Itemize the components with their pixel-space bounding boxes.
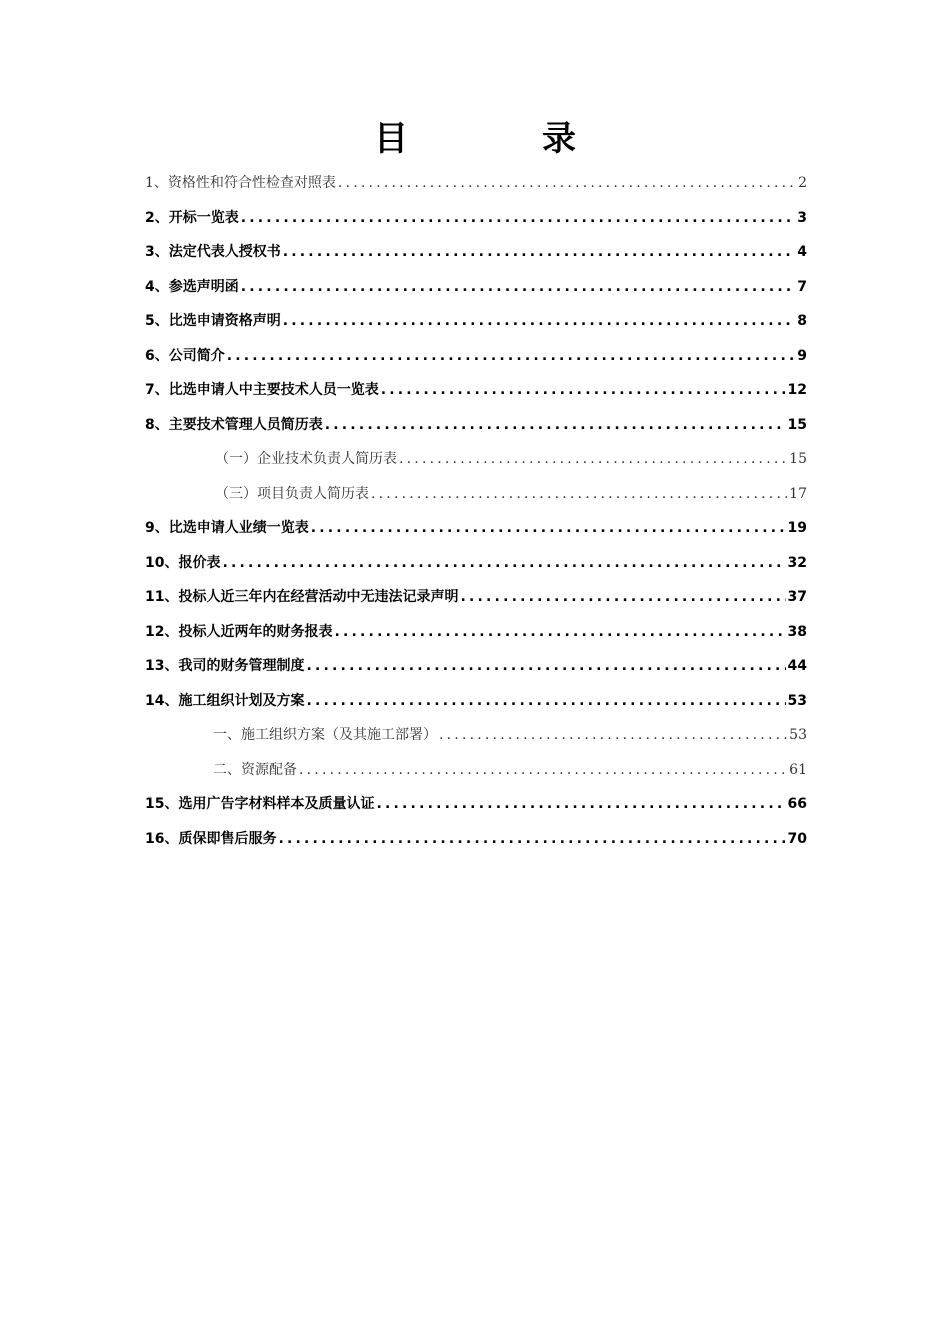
toc-dot-leader bbox=[371, 477, 787, 511]
toc-entry[interactable] bbox=[145, 408, 807, 443]
toc-dot-leader bbox=[283, 304, 796, 338]
toc-entry-text: 二、资源配备 bbox=[213, 761, 297, 778]
toc-page-number: 53 bbox=[789, 727, 807, 743]
toc-entry[interactable] bbox=[145, 339, 807, 374]
table-of-contents bbox=[145, 166, 807, 856]
toc-page-number: 19 bbox=[787, 520, 807, 536]
page-title: 目 录 bbox=[374, 119, 626, 159]
toc-page-number: 44 bbox=[787, 658, 807, 674]
toc-entry-text: 5、比选申请资格声明 bbox=[145, 313, 281, 329]
toc-entry-text: 一、施工组织方案（及其施工部署） bbox=[213, 727, 437, 743]
toc-entry-text: 11、投标人近三年内在经营活动中无违法记录声明 bbox=[145, 589, 459, 605]
toc-entry[interactable] bbox=[145, 201, 807, 236]
toc-entry-text: 3、法定代表人授权书 bbox=[145, 244, 281, 260]
toc-entry[interactable] bbox=[145, 166, 807, 201]
toc-entry-text: 10、报价表 bbox=[145, 554, 221, 571]
toc-dot-leader bbox=[241, 270, 796, 304]
toc-entry[interactable] bbox=[145, 822, 807, 857]
toc-page-number: 12 bbox=[787, 382, 807, 398]
toc-entry-text: 6、公司简介 bbox=[145, 347, 225, 364]
toc-dot-leader bbox=[439, 718, 787, 752]
toc-page-number: 17 bbox=[789, 485, 807, 502]
toc-entry[interactable] bbox=[145, 270, 807, 305]
toc-entry[interactable] bbox=[145, 787, 807, 822]
toc-entry[interactable] bbox=[145, 649, 807, 684]
toc-entry-text: 7、比选申请人中主要技术人员一览表 bbox=[145, 382, 379, 398]
toc-entry-text: 14、施工组织计划及方案 bbox=[145, 692, 305, 709]
toc-dot-leader bbox=[306, 684, 785, 718]
toc-page-number: 4 bbox=[797, 244, 807, 260]
toc-entry[interactable] bbox=[145, 615, 807, 650]
toc-entry[interactable] bbox=[145, 304, 807, 339]
toc-dot-leader bbox=[460, 580, 785, 614]
toc-page-number: 3 bbox=[797, 209, 807, 226]
toc-entry-text: 16、质保即售后服务 bbox=[145, 830, 277, 847]
toc-page-number: 61 bbox=[789, 761, 807, 778]
toc-entry-text: 13、我司的财务管理制度 bbox=[145, 658, 305, 674]
toc-entry-text: 4、参选声明函 bbox=[145, 278, 239, 295]
toc-dot-leader bbox=[222, 546, 785, 580]
toc-page-number: 53 bbox=[787, 692, 807, 709]
toc-dot-leader bbox=[399, 442, 787, 476]
toc-entry[interactable] bbox=[145, 235, 807, 270]
toc-page-number: 37 bbox=[787, 589, 807, 605]
toc-dot-leader bbox=[278, 822, 785, 856]
toc-entry-text: 8、主要技术管理人员简历表 bbox=[145, 416, 323, 433]
toc-entry-text: 9、比选申请人业绩一览表 bbox=[145, 520, 309, 536]
toc-dot-leader bbox=[338, 166, 796, 200]
toc-dot-leader bbox=[283, 235, 796, 269]
toc-page-number: 38 bbox=[787, 623, 807, 640]
toc-entry[interactable] bbox=[145, 511, 807, 546]
toc-subentry[interactable] bbox=[145, 718, 807, 753]
toc-dot-leader bbox=[325, 408, 786, 442]
toc-page-number: 8 bbox=[797, 313, 807, 329]
toc-page-number: 15 bbox=[787, 416, 807, 433]
toc-subentry[interactable] bbox=[145, 753, 807, 788]
toc-page-number: 7 bbox=[797, 278, 807, 295]
toc-page-number: 32 bbox=[787, 554, 807, 571]
toc-dot-leader bbox=[227, 339, 796, 373]
toc-entry[interactable] bbox=[145, 373, 807, 408]
toc-entry[interactable] bbox=[145, 684, 807, 719]
toc-entry-text: （一）企业技术负责人简历表 bbox=[215, 451, 397, 467]
toc-dot-leader bbox=[334, 615, 785, 649]
toc-entry-text: 12、投标人近两年的财务报表 bbox=[145, 623, 333, 640]
toc-page-number: 66 bbox=[787, 796, 807, 812]
toc-page-number: 2 bbox=[798, 175, 807, 191]
toc-page-number: 9 bbox=[797, 347, 807, 364]
toc-entry-text: 2、开标一览表 bbox=[145, 209, 239, 226]
toc-page-number: 70 bbox=[787, 830, 807, 847]
toc-dot-leader bbox=[299, 753, 787, 787]
toc-dot-leader bbox=[306, 649, 785, 683]
toc-entry[interactable] bbox=[145, 580, 807, 615]
toc-entry-text: （三）项目负责人简历表 bbox=[215, 485, 369, 502]
toc-dot-leader bbox=[381, 373, 786, 407]
toc-entry-text: 15、选用广告字材料样本及质量认证 bbox=[145, 796, 375, 812]
toc-page-number: 15 bbox=[789, 451, 807, 467]
toc-dot-leader bbox=[311, 511, 786, 545]
toc-entry-text: 1、资格性和符合性检查对照表 bbox=[145, 175, 336, 191]
toc-dot-leader bbox=[241, 201, 796, 235]
toc-subentry[interactable] bbox=[145, 442, 807, 477]
toc-subentry[interactable] bbox=[145, 477, 807, 512]
toc-dot-leader bbox=[376, 787, 785, 821]
toc-entry[interactable] bbox=[145, 546, 807, 581]
